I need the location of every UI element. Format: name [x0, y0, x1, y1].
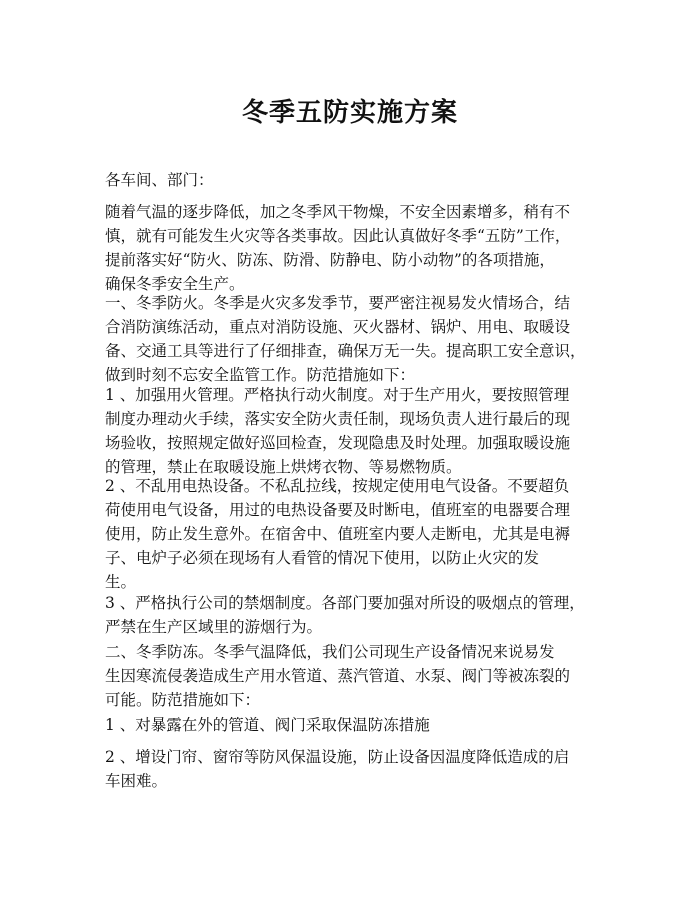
text-line: 随着气温的逐步降低，加之冬季风干物燥，不安全因素增多，稍有不: [105, 203, 571, 221]
paragraph-freeze-item-1: [105, 713, 610, 737]
text-line: 合消防演练活动，重点对消防设施、灭火器材、锅炉、用电、取暖设: [105, 318, 571, 336]
text-line: 的管理，禁止在取暖设施上烘烤衣物、等易燃物质。: [105, 458, 462, 476]
paragraph-fire-item-3: [105, 591, 610, 639]
text-line: 确保冬季安全生产。: [105, 275, 245, 293]
document-title: 冬季五防实施方案: [241, 98, 458, 128]
text-line: 2 、不乱用电热设备。不私乱拉线，按规定使用电气设备。不要超负: [105, 477, 570, 495]
text-line: 做到时刻不忘安全监管工作。防范措施如下：: [105, 366, 416, 384]
paragraph-fire-item-1: [105, 383, 610, 479]
paragraph-section-freeze: [105, 640, 610, 712]
text-line: 严禁在生产区域里的游烟行为。: [105, 618, 323, 636]
text-line: 3 、严格执行公司的禁烟制度。各部门要加强对所设的吸烟点的管理，: [105, 594, 585, 612]
text-line: 生。: [105, 573, 137, 591]
text-line: 一、冬季防火。冬季是火灾多发季节，要严密注视易发火情场合，结: [105, 294, 571, 312]
paragraph-section-fire: [105, 291, 610, 387]
paragraph-fire-item-2: [105, 474, 610, 594]
text-line: 制度办理动火手续，落实安全防火责任制，现场负责人进行最后的现: [105, 410, 571, 428]
text-line: 生因寒流侵袭造成生产用水管道、蒸汽管道、水泵、阀门等被冻裂的: [105, 667, 571, 685]
text-line: 提前落实好“防火、防冻、防滑、防静电、防小动物”的各项措施，: [105, 251, 555, 269]
salutation: 各车间、部门：: [105, 171, 214, 189]
text-line: 1 、加强用火管理。严格执行动火制度。对于生产用火，要按照管理: [105, 386, 570, 404]
text-line: 二、冬季防冻。冬季气温降低，我们公司现生产设备情况来说易发: [105, 643, 555, 661]
text-line: 可能。防范措施如下：: [105, 691, 261, 709]
text-line: 备、交通工具等进行了仔细排查，确保万无一失。提高职工安全意识，: [105, 342, 586, 360]
paragraph-intro: [105, 200, 610, 296]
text-line: 车困难。: [105, 772, 168, 790]
text-line: 使用，防止发生意外。在宿舍中、值班室内要人走断电，尤其是电褥: [105, 525, 571, 543]
text-line: 子、电炉子必须在现场有人看管的情况下使用，以防止火灾的发: [105, 549, 540, 567]
text-line: 2 、增设门帘、窗帘等防风保温设施，防止设备因温度降低造成的启: [105, 748, 570, 766]
text-line: 慎，就有可能发生火灾等各类事故。因此认真做好冬季“五防”工作，: [105, 227, 571, 245]
paragraph-freeze-item-2: [105, 745, 610, 793]
text-line: 1 、对暴露在外的管道、阀门采取保温防冻措施: [105, 716, 430, 734]
text-line: 场验收，按照规定做好巡回检查，发现隐患及时处理。加强取暖设施: [105, 434, 571, 452]
text-line: 荷使用电气设备，用过的电热设备要及时断电，值班室的电器要合理: [105, 501, 571, 519]
